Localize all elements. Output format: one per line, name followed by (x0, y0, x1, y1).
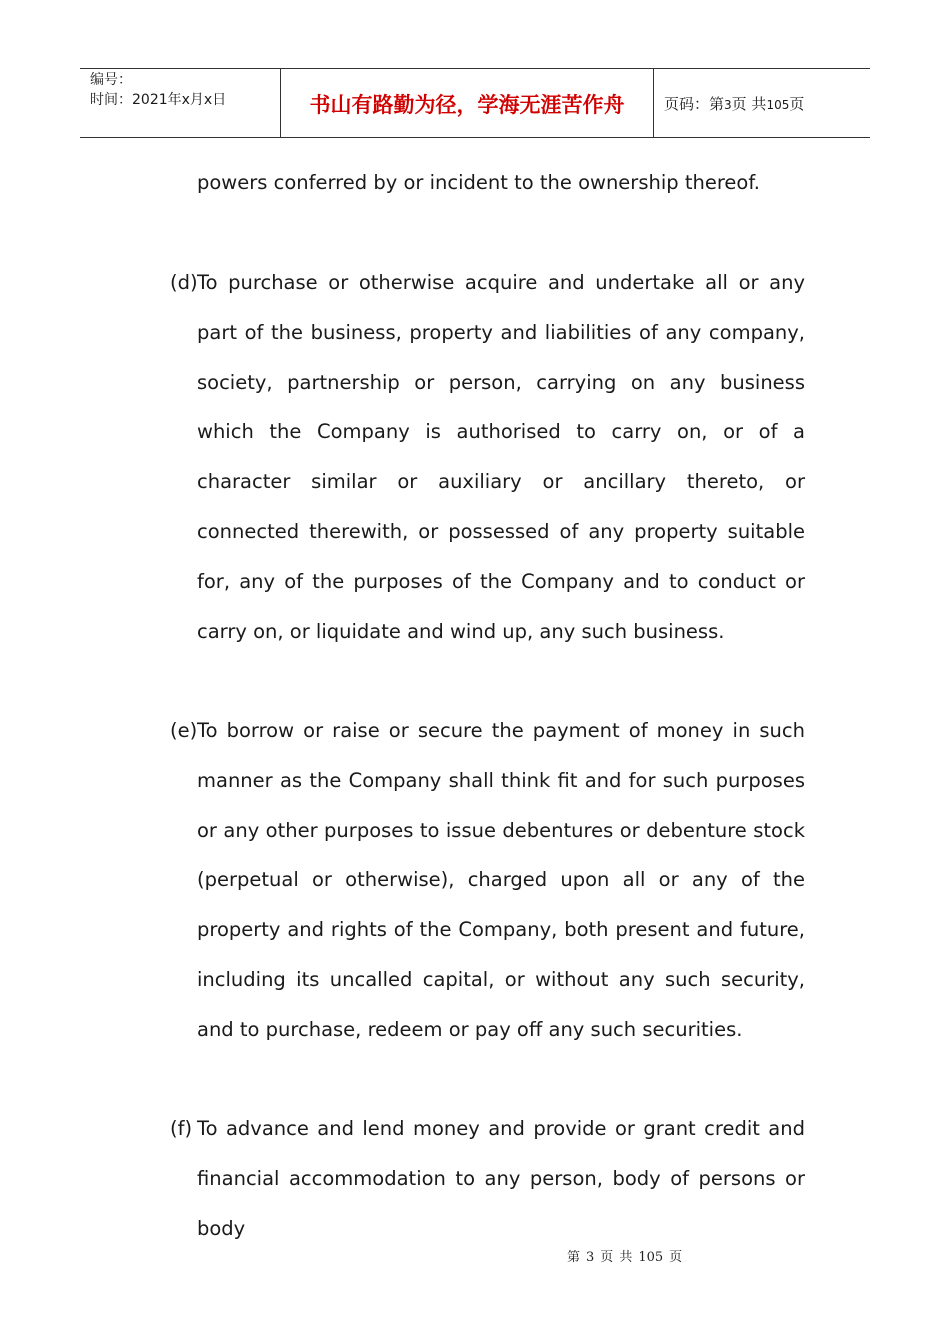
footer-current: 3 (586, 1250, 595, 1265)
page-total: 105 (766, 98, 790, 112)
time-value: 2021年x月x日 (132, 92, 227, 108)
clause-text-f: To advance and lend money and provide or grant credit and financial accommodation to any person, body of persons or body (197, 1117, 805, 1240)
page-header (80, 68, 870, 138)
document-time (90, 91, 226, 109)
clause-label-f: (f) (170, 1117, 193, 1140)
header-page-indicator (664, 94, 804, 115)
time-label: 时间： (90, 92, 132, 108)
page-current: 3 (724, 98, 732, 112)
footer-mid2: 共 (619, 1250, 633, 1265)
page-mid: 页 共 (731, 95, 767, 113)
clause-text-e: To borrow or raise or secure the payment of money in such manner as the Company shall think fit and for such purposes or any other purposes to issue debentures or debenture stock (perpetual or otherwise), charged upon all or any of the property and rights of the Company, both present and future, including its uncalled capital, or without any such security, and to purchase, redeem or pay off any such securities. (197, 719, 805, 1041)
footer-suffix: 页 (669, 1250, 683, 1265)
continuation-paragraph: powers conferred by or incident to the ownership thereof. (197, 171, 760, 194)
footer-prefix: 第 (567, 1250, 581, 1265)
footer-total: 105 (638, 1250, 664, 1265)
clause-label-d: (d) (170, 271, 198, 294)
header-page-cell (654, 69, 870, 137)
page-prefix: 页码：第 (664, 95, 725, 113)
page-suffix: 页 (789, 95, 805, 113)
footer-page-number (564, 1246, 685, 1265)
document-number-label: 编号： (90, 72, 132, 88)
header-motto-cell (281, 69, 654, 137)
clause-text-d: To purchase or otherwise acquire and undertake all or any part of the business, property and liabilities of any company, society, partnership or person, carrying on any business which the Company is authorised to carry on, or of a character similar or auxiliary or ancillary thereto, or connected therewith, or possessed of any property suitable for, any of the purposes of the Company and to conduct or carry on, or liquidate and wind up, any such business. (197, 271, 805, 643)
header-meta-cell (80, 69, 281, 137)
clause-label-e: (e) (170, 719, 198, 742)
footer-mid1: 页 (600, 1250, 614, 1265)
motto-text: 书山有路勤为径，学海无涯苦作舟 (309, 93, 625, 117)
